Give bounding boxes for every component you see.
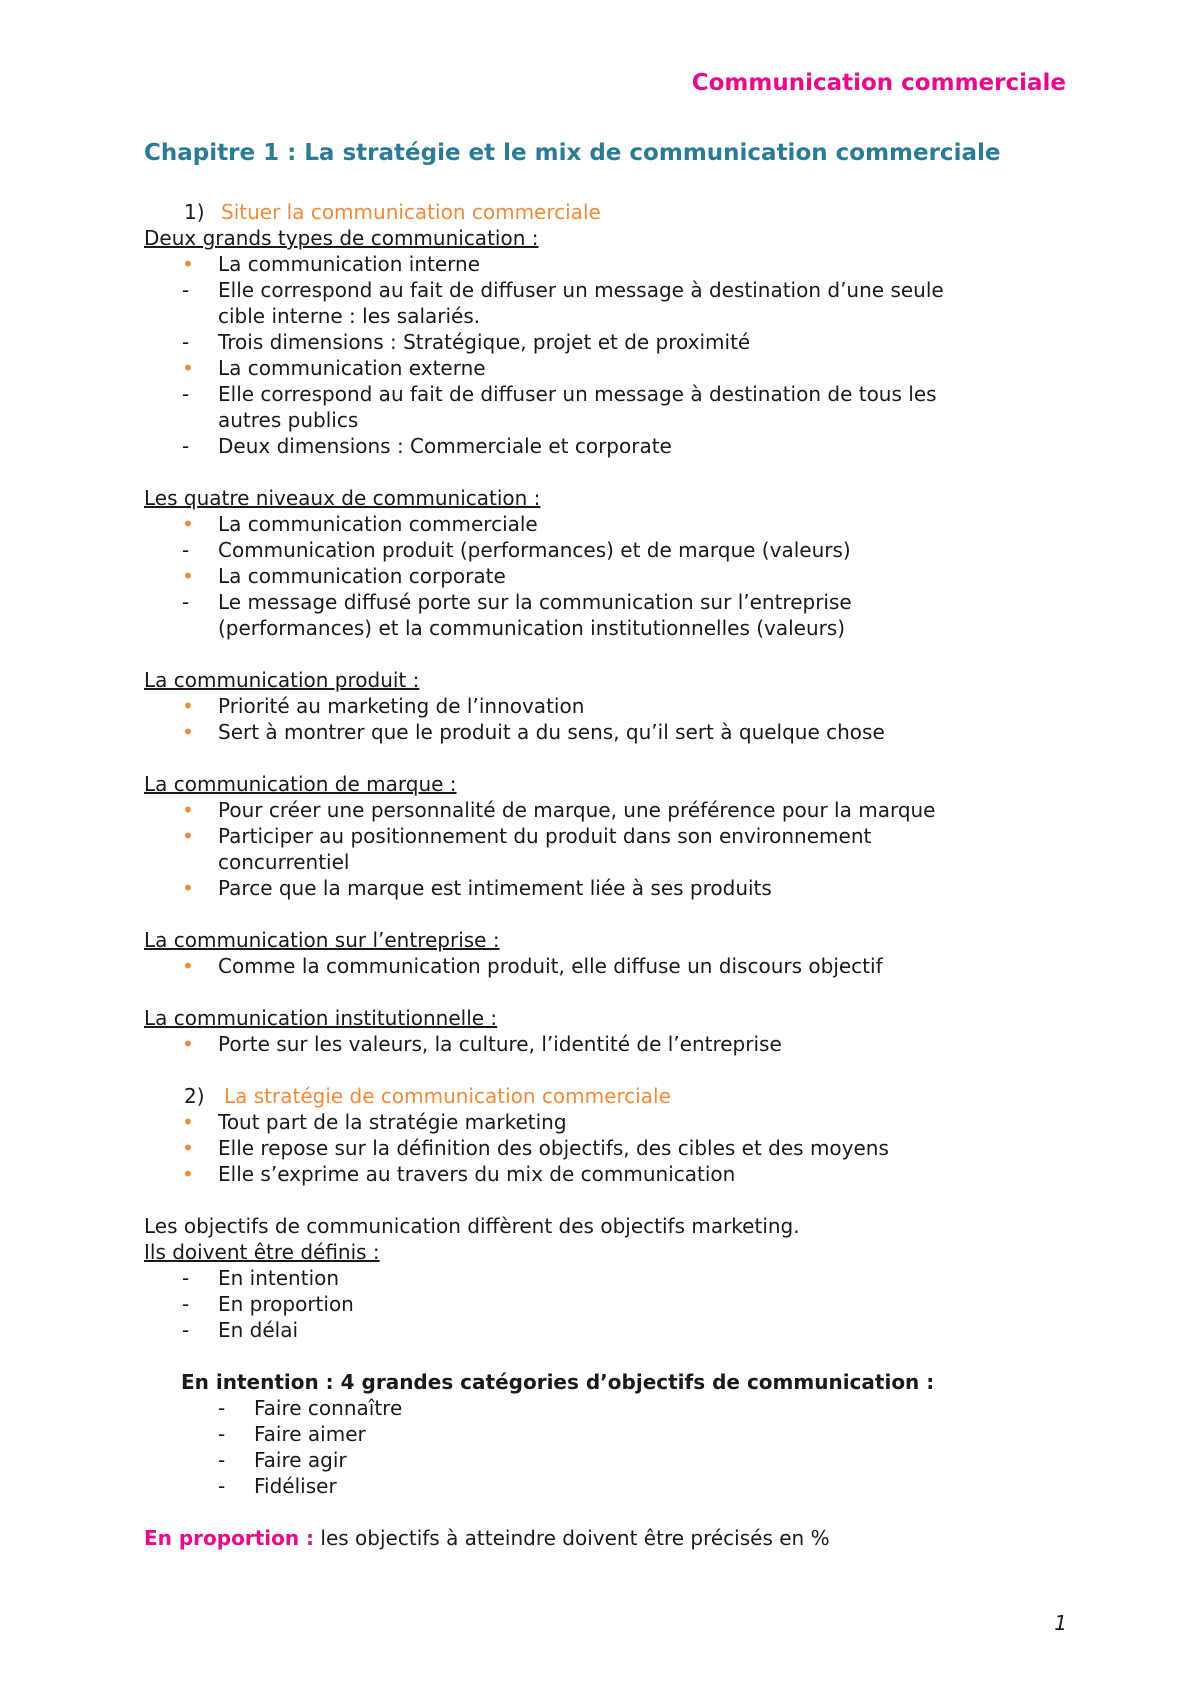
dash-marker: - [182, 434, 190, 458]
list-item: - Elle correspond au fait de diffuser un message à destination de tous les [182, 382, 937, 406]
dash-marker: - [182, 330, 190, 354]
section-heading: 2) La stratégie de communication commerciale [184, 1084, 671, 1108]
list-item: - Fidéliser [218, 1474, 337, 1498]
list-item: • Participer au positionnement du produit dans son environnement [182, 824, 872, 848]
subheading: La communication sur l’entreprise : [144, 928, 500, 952]
bold-subheading: En intention : 4 grandes catégories d’objectifs de communication : [181, 1370, 935, 1394]
bullet-icon: • [182, 720, 194, 744]
bullet-icon: • [182, 824, 194, 848]
subheading: Les quatre niveaux de communication : [144, 486, 541, 510]
list-item: - En proportion [182, 1292, 354, 1316]
list-item: - Trois dimensions : Stratégique, projet et de proximité [182, 330, 751, 354]
list-item: - Communication produit (performances) et de marque (valeurs) [182, 538, 851, 562]
list-item-continuation: cible interne : les salariés. [218, 304, 481, 328]
bullet-icon: • [182, 564, 194, 588]
section-title: Situer la communication commerciale [221, 200, 601, 224]
list-item: - En délai [182, 1318, 299, 1342]
list-item: - Deux dimensions : Commerciale et corporate [182, 434, 672, 458]
list-item-continuation: (performances) et la communication institutionnelles (valeurs) [218, 616, 846, 640]
dash-marker: - [182, 538, 190, 562]
list-item: • Tout part de la stratégie marketing [182, 1110, 567, 1134]
bullet-icon: • [182, 694, 194, 718]
proportion-text: les objectifs à atteindre doivent être précisés en % [320, 1526, 830, 1550]
section-title: La stratégie de communication commerciale [224, 1084, 671, 1108]
document-body [144, 199, 1064, 1551]
bullet-icon: • [182, 798, 194, 822]
proportion-label: En proportion : [144, 1526, 315, 1550]
page-number: 1 [1054, 1611, 1067, 1635]
subheading: La communication de marque : [144, 772, 457, 796]
list-item: • Elle s’exprime au travers du mix de communication [182, 1162, 736, 1186]
bullet-icon: • [182, 1136, 194, 1160]
list-item: - Elle correspond au fait de diffuser un message à destination d’une seule [182, 278, 944, 302]
list-item: • La communication commerciale [182, 512, 538, 536]
list-item-continuation: concurrentiel [218, 850, 350, 874]
bullet-icon: • [182, 876, 194, 900]
dash-marker: - [182, 382, 190, 406]
list-item: • La communication corporate [182, 564, 506, 588]
list-item: - En intention [182, 1266, 340, 1290]
dash-marker: - [218, 1422, 226, 1446]
section-heading: 1) Situer la communication commerciale [184, 200, 601, 224]
bullet-icon: • [182, 512, 194, 536]
bullet-icon: • [182, 356, 194, 380]
list-item: - Le message diffusé porte sur la communication sur l’entreprise [182, 590, 852, 614]
list-item: • La communication interne [182, 252, 481, 276]
subheading: La communication produit : [144, 668, 420, 692]
list-item: • La communication externe [182, 356, 486, 380]
dash-marker: - [182, 278, 190, 302]
list-item: • Comme la communication produit, elle diffuse un discours objectif [182, 954, 883, 978]
list-item: • Sert à montrer que le produit a du sens, qu’il sert à quelque chose [182, 720, 885, 744]
list-item: • Priorité au marketing de l’innovation [182, 694, 585, 718]
subheading: Ils doivent être définis : [144, 1240, 380, 1264]
list-item: - Faire agir [218, 1448, 347, 1472]
list-item: - Faire aimer [218, 1422, 366, 1446]
subheading: Deux grands types de communication : [144, 226, 539, 250]
dash-marker: - [218, 1448, 226, 1472]
bullet-icon: • [182, 1110, 194, 1134]
paragraph: Les objectifs de communication diffèrent des objectifs marketing. [144, 1214, 800, 1238]
list-item: • Pour créer une personnalité de marque, une préférence pour la marque [182, 798, 936, 822]
bullet-icon: • [182, 954, 194, 978]
list-item-continuation: autres publics [218, 408, 359, 432]
list-item: • Parce que la marque est intimement liée à ses produits [182, 876, 772, 900]
document-header-title: Communication commerciale [691, 70, 1066, 96]
dash-marker: - [182, 1318, 190, 1342]
dash-marker: - [218, 1396, 226, 1420]
bullet-icon: • [182, 252, 194, 276]
chapter-title: Chapitre 1 : La stratégie et le mix de communication commerciale [144, 140, 1001, 166]
list-item: - Faire connaître [218, 1396, 403, 1420]
dash-marker: - [218, 1474, 226, 1498]
bullet-icon: • [182, 1032, 194, 1056]
list-item: • Porte sur les valeurs, la culture, l’identité de l’entreprise [182, 1032, 782, 1056]
dash-marker: - [182, 1266, 190, 1290]
bullet-icon: • [182, 1162, 194, 1186]
list-item: • Elle repose sur la définition des objectifs, des cibles et des moyens [182, 1136, 889, 1160]
dash-marker: - [182, 1292, 190, 1316]
subheading: La communication institutionnelle : [144, 1006, 498, 1030]
paragraph [144, 1525, 1064, 1551]
dash-marker: - [182, 590, 190, 614]
